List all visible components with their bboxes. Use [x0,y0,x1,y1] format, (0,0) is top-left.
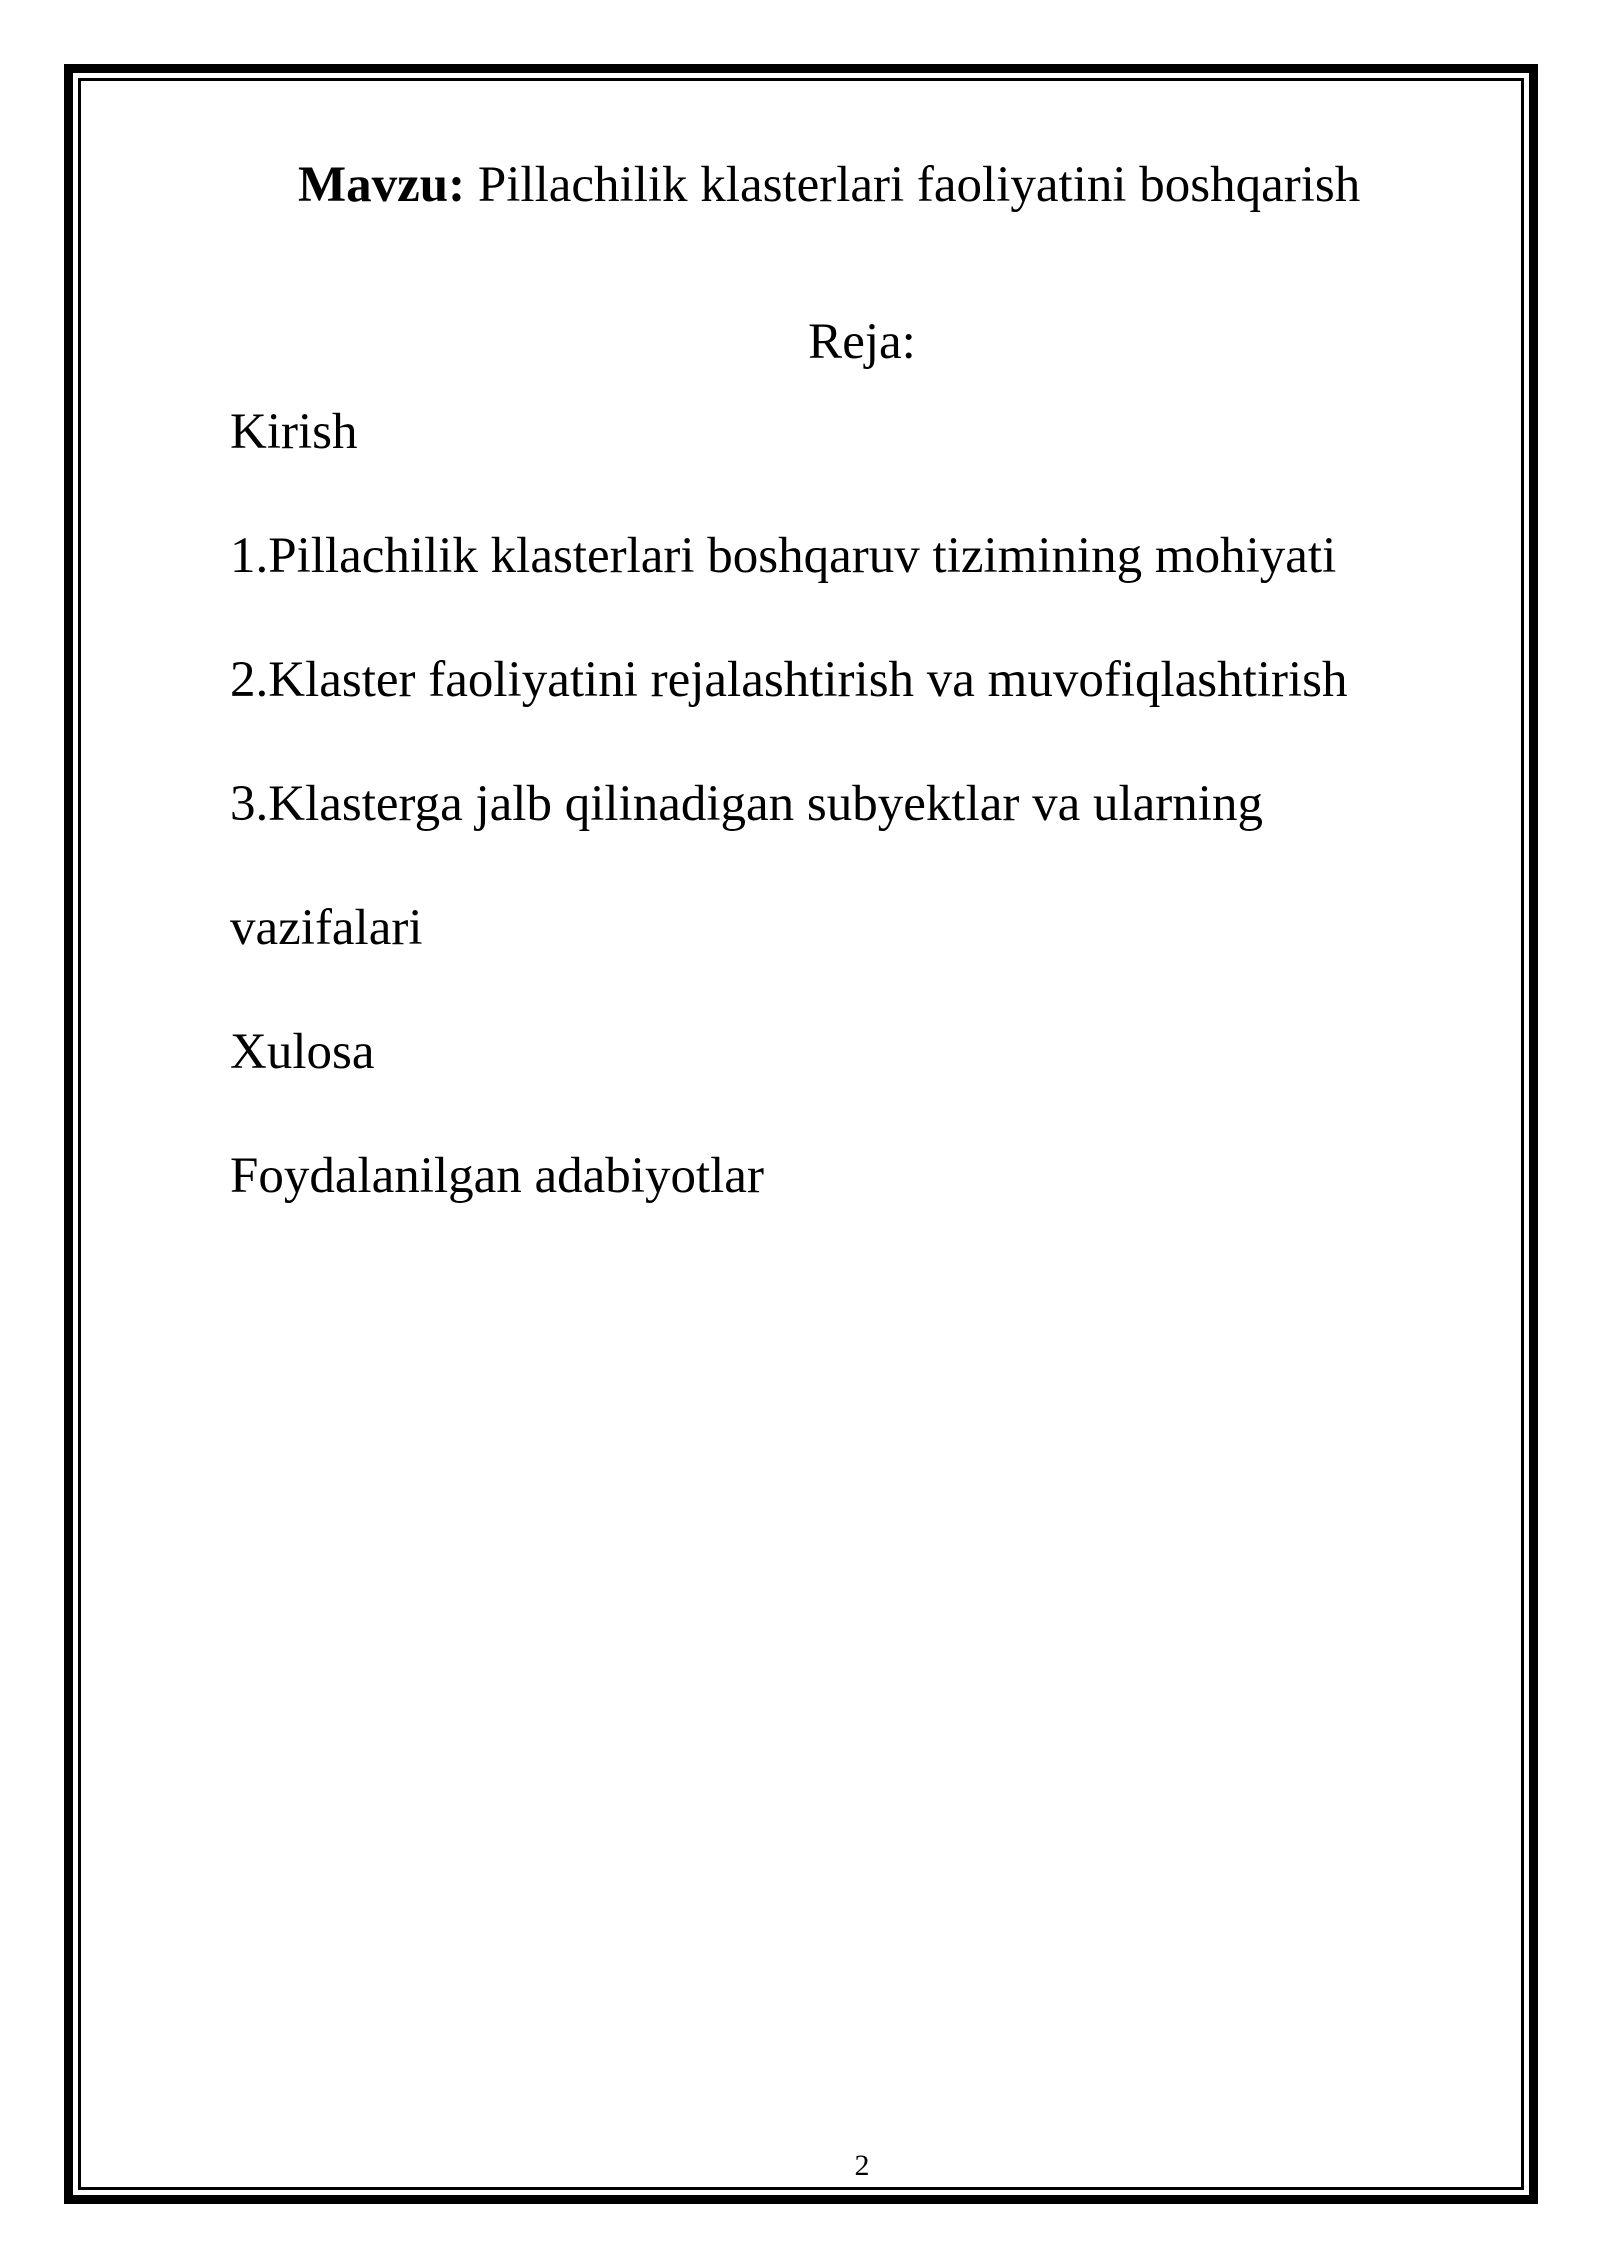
plan-item-1: 1.Pillachilik klasterlari boshqaruv tizimining mohiyati [230,528,1337,584]
plan-item-intro: Kirish [230,404,358,460]
plan-item-2: 2.Klaster faoliyatini rejalashtirish va muvofiqlashtirish [230,652,1348,708]
plan-heading: Reja: [808,314,916,370]
page-number: 2 [854,2149,870,2182]
plan-item-conclusion: Xulosa [230,1024,375,1080]
plan-item-references: Foydalanilgan adabiyotlar [230,1148,764,1204]
title-text: Pillachilik klasterlari faoliyatini boshqarish [477,157,1361,213]
plan-item-3-continued: vazifalari [230,900,423,956]
title-label: Mavzu: [298,157,466,213]
page-border-inner [78,78,1524,2190]
document-title [298,155,1360,215]
plan-item-3: 3.Klasterga jalb qilinadigan subyektlar va ularning [230,776,1263,832]
